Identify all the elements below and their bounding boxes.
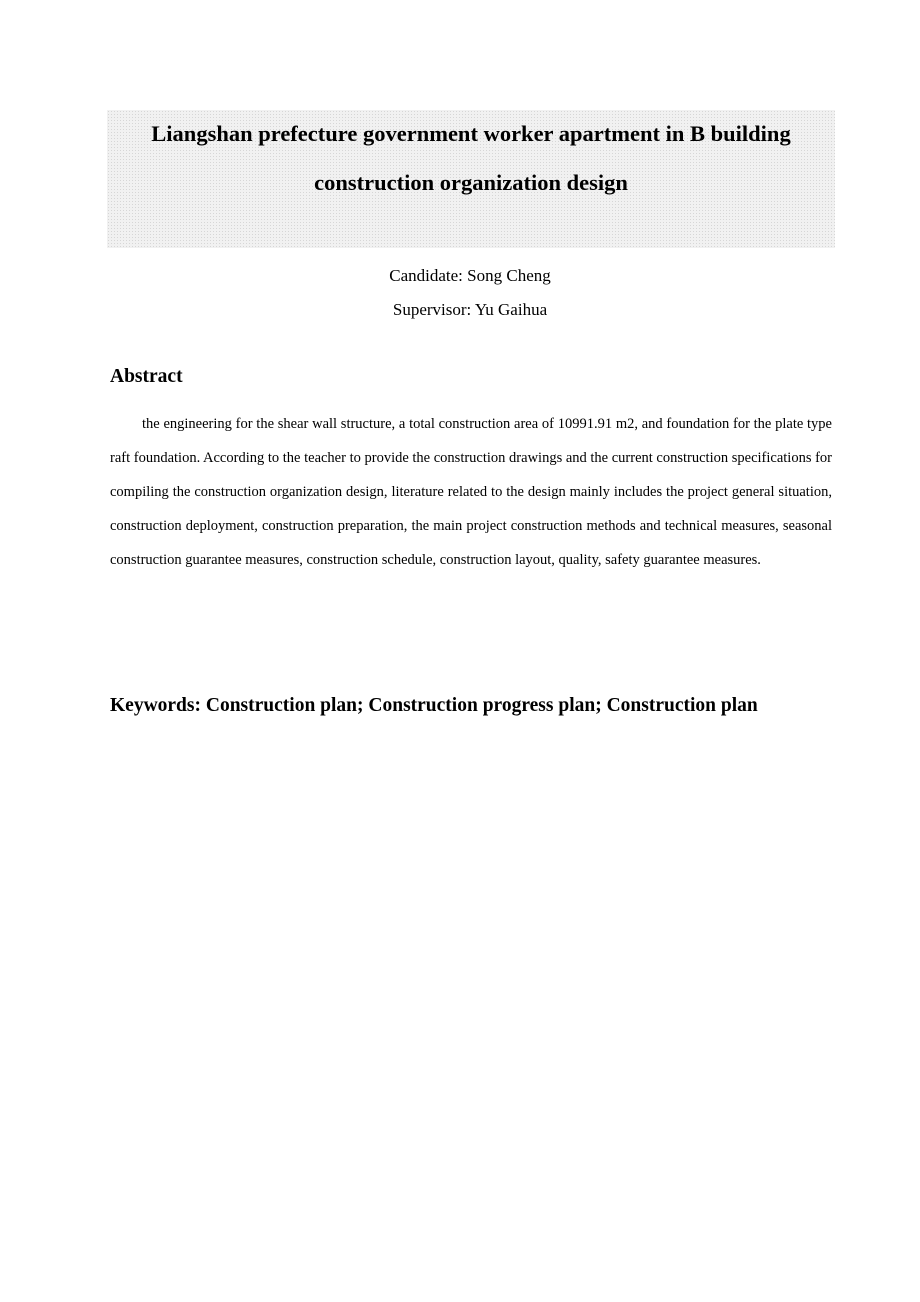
abstract-paragraph: the engineering for the shear wall structure, a total construction area of 10991.91 m2, and foundation for the plate type raft foundation. According to the teacher to provide the construction drawings and the current construction specifications for compiling the construction organization design, literature related to the design mainly includes the project general situation, construction deployment, construction preparation, the main project construction methods and technical measures, seasonal construction guarantee measures, construction schedule, construction layout, quality, safety guarantee measures.: [110, 416, 832, 568]
keywords-label: Keywords:: [110, 695, 201, 716]
keywords-text: Construction plan; Construction progress plan; Construction plan: [205, 695, 758, 716]
title-block: [107, 110, 835, 248]
title-line-1: Liangshan prefecture government worker apartment in B building: [151, 121, 791, 146]
supervisor-line: Supervisor: Yu Gaihua: [392, 300, 548, 319]
candidate-line: Candidate: Song Cheng: [389, 266, 551, 285]
keywords-line: [110, 693, 758, 719]
abstract-heading: Abstract: [110, 366, 183, 387]
title-line-2: construction organization design: [314, 170, 628, 195]
